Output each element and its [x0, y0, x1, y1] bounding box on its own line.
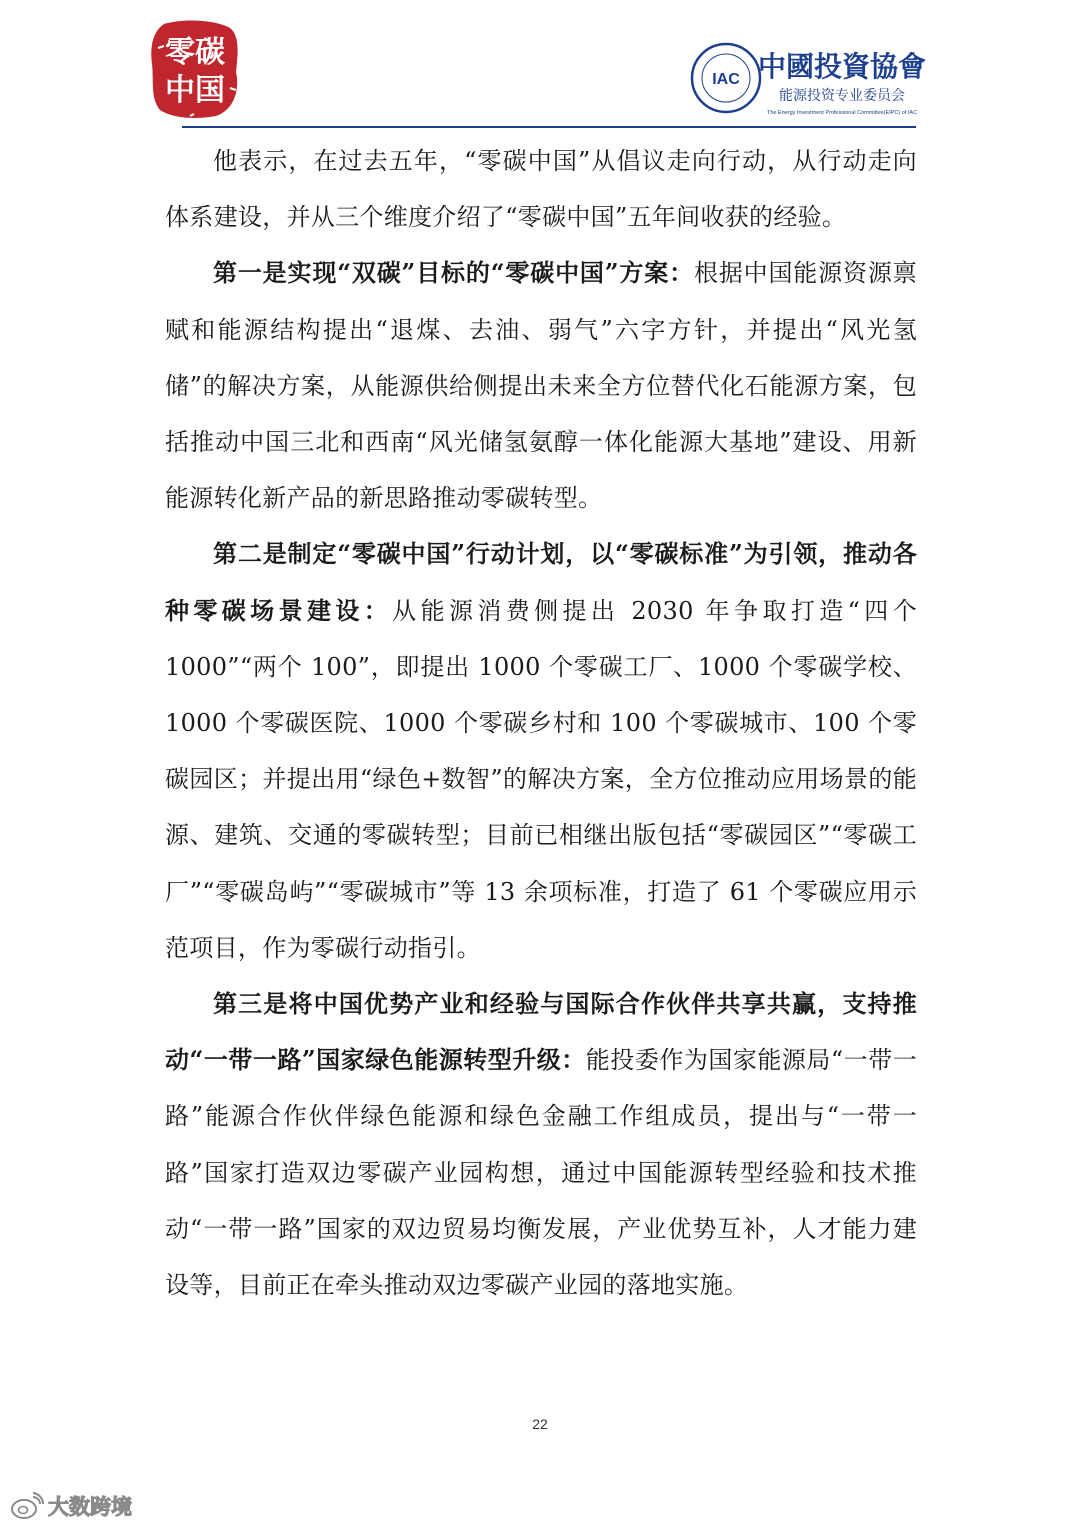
paragraph-text: 从能源消费侧提出 2030 年争取打造“四个 1000”“两个 100”，即提出 1000 个零碳工厂、1000 个零碳学校、1000 个零碳医院、1000 个零碳乡村和 100 个零碳城市、100 个零碳园区；并提出用“绿色+数智”的解决方案，全方位推动应用场景的能源、建筑、交通的零碳转型；目前已相继出版包括“零碳园区”“零碳工厂”“零碳岛屿”“零碳城市”等 13 余项标准，打造了 61 个零碳应用示范项目，作为零碳行动指引。	[165, 596, 917, 962]
paragraph-second-point	[165, 526, 917, 976]
paragraph-text: 根据中国能源资源禀赋和能源结构提出“退煤、去油、弱气”六字方针，并提出“风光氢储”的解决方案，从能源供给侧提出未来全方位替代化石能源方案，包括推动中国三北和西南“风光储氢氨醇一体化能源大基地”建设、用新能源转化新产品的新思路推动零碳转型。	[165, 259, 917, 513]
article-body	[165, 133, 917, 1313]
svg-text:能源投资专业委员会: 能源投资专业委员会	[779, 88, 905, 104]
svg-text:中国: 中国	[165, 73, 225, 108]
watermark-text: 大数跨境	[48, 1495, 132, 1519]
watermark	[10, 1490, 132, 1522]
iac-emblem	[690, 40, 940, 120]
zero-carbon-china-seal-logo	[150, 18, 240, 120]
paragraph-third-point	[165, 976, 917, 1313]
paragraph-lead: 第二是制定“零碳中国”行动计划，以“零碳标准”为引领，推动各种零碳场景建设：	[165, 539, 917, 625]
header-divider	[182, 126, 916, 128]
svg-text:The Energy Investment Professi: The Energy Investment Professional Committee(EIPC) of IAC	[766, 110, 918, 116]
paragraph-lead: 第一是实现“双碳”目标的“零碳中国”方案：	[213, 258, 694, 288]
svg-text:IAC: IAC	[712, 71, 740, 88]
iac-logo	[690, 40, 940, 120]
paragraph-text: 他表示，在过去五年，“零碳中国”从倡议走向行动，从行动走向体系建设，并从三个维度介绍了“零碳中国”五年间收获的经验。	[165, 147, 917, 232]
svg-text:零碳: 零碳	[165, 35, 225, 70]
paragraph-first-point	[165, 245, 917, 526]
paragraph-text: 能投委作为国家能源局“一带一路”能源合作伙伴绿色能源和绿色金融工作组成员，提出与“一带一路”国家打造双边零碳产业园构想，通过中国能源转型经验和技术推动“一带一路”国家的双边贸易均衡发展，产业优势互补，人才能力建设等，目前正在牵头推动双边零碳产业园的落地实施。	[165, 1046, 917, 1300]
svg-text:中國投資協會: 中國投資協會	[757, 50, 927, 83]
paragraph-lead: 第三是将中国优势产业和经验与国际合作伙伴共享共赢，支持推动“一带一路”国家绿色能源转型升级：	[165, 989, 917, 1075]
paragraph-intro	[165, 133, 917, 245]
page-header	[0, 0, 1080, 135]
weibo-icon	[10, 1492, 44, 1520]
page-number: 22	[532, 1416, 548, 1432]
